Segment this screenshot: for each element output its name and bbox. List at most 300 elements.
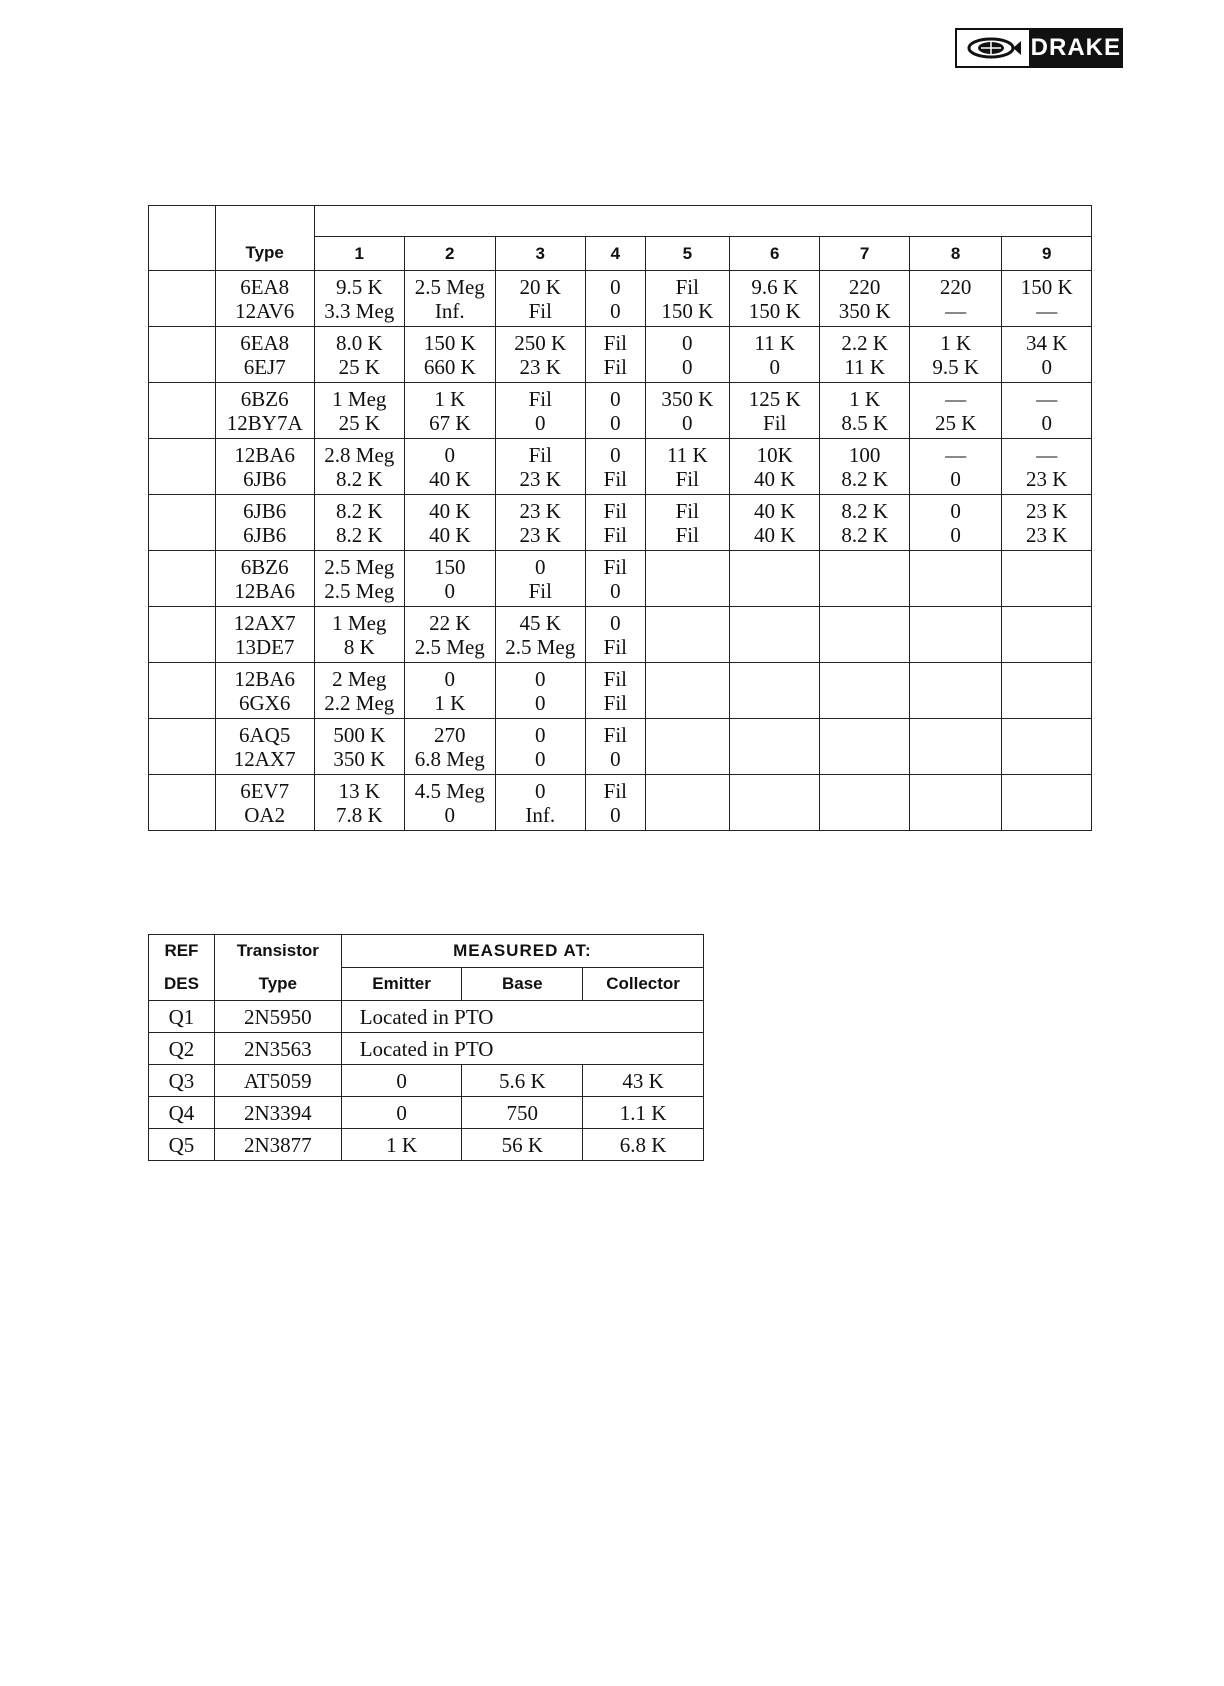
type-header-spacer (215, 206, 314, 237)
transistor-header-row-2 (149, 968, 704, 1001)
pin-value-cell (909, 383, 1002, 439)
pin-value-cell (820, 775, 909, 831)
emitter-value: 0 (341, 1097, 462, 1129)
pin-header: 6 (729, 237, 819, 271)
pin-value: Fil (603, 466, 627, 491)
pin-value (730, 779, 819, 803)
pin-value-cell (405, 551, 495, 607)
pin-value: 0 (535, 690, 546, 715)
pin-value: — (1036, 298, 1058, 323)
pin-value: 100 (848, 442, 881, 467)
pin-value-cell (645, 439, 729, 495)
pin-header: 3 (495, 237, 585, 271)
pin-value (910, 579, 1002, 603)
pin-value-cell (314, 551, 404, 607)
type-header: Type (215, 237, 314, 271)
pin-value (820, 635, 908, 659)
pin-value-cell (820, 719, 909, 775)
ref-header: REF (149, 935, 215, 968)
tube-type: 6JB6 (243, 498, 287, 523)
pin-value-cell (405, 719, 495, 775)
table-row (149, 663, 1092, 719)
transistor-type-cell: 2N5950 (214, 1001, 341, 1033)
pin-value-cell (314, 775, 404, 831)
pin-value-cell (586, 495, 646, 551)
globe-emblem-icon (957, 30, 1031, 66)
transistor-table (148, 934, 704, 1161)
pin-value-cell (729, 775, 819, 831)
pin-value-cell (909, 663, 1002, 719)
pin-value: Fil (603, 778, 627, 803)
pin-value: 8.2 K (335, 522, 383, 547)
table-row (149, 1001, 704, 1033)
pin-value-cell (405, 327, 495, 383)
pin-value: 1 Meg (332, 610, 387, 635)
pin-value: 1 K (434, 386, 466, 411)
ref-cell (149, 551, 216, 607)
pin-value: 2.5 Meg (505, 634, 576, 659)
tube-type: 12BA6 (234, 442, 296, 467)
table-row (149, 775, 1092, 831)
table-row (149, 607, 1092, 663)
pin-value: 8.2 K (335, 466, 383, 491)
ref-des-cell: Q5 (149, 1129, 215, 1161)
pin-value (646, 691, 729, 715)
pin-value: 660 K (423, 354, 476, 379)
pin-value-cell (586, 271, 646, 327)
pin-value: 0 (682, 410, 693, 435)
pin-value (646, 723, 729, 747)
base-value: 56 K (462, 1129, 583, 1161)
base-header: Base (462, 968, 583, 1001)
pin-value-cell (405, 271, 495, 327)
tube-type: 12BY7A (226, 410, 303, 435)
pin-value-cell (405, 383, 495, 439)
pin-value: 40 K (429, 466, 471, 491)
pin-value: 220 (939, 274, 972, 299)
pin-value (910, 747, 1002, 771)
ref-des-cell: Q4 (149, 1097, 215, 1129)
pin-value: Fil (603, 722, 627, 747)
pin-header: 1 (314, 237, 404, 271)
tube-type-cell (215, 551, 314, 607)
pin-value (1002, 611, 1091, 635)
tube-type-cell (215, 439, 314, 495)
pin-value: 2.2 Meg (324, 690, 395, 715)
pin-value (1002, 691, 1091, 715)
pin-value-cell (314, 607, 404, 663)
pin-value-cell (586, 551, 646, 607)
pin-value-cell (314, 495, 404, 551)
pin-value: Fil (675, 522, 699, 547)
pin-value: 0 (610, 410, 621, 435)
pin-value-cell (1002, 775, 1092, 831)
pin-value: 150 K (1020, 274, 1073, 299)
tube-type: 6EV7 (240, 778, 290, 803)
pin-value-cell (820, 495, 909, 551)
pin-value-cell (729, 383, 819, 439)
pin-value-cell (495, 327, 585, 383)
pin-value (730, 747, 819, 771)
tube-type: 12BA6 (234, 578, 296, 603)
tube-type: 6BZ6 (240, 386, 289, 411)
pin-value: 150 K (748, 298, 801, 323)
pin-value-cell (645, 271, 729, 327)
location-note: Located in PTO (341, 1001, 703, 1033)
pin-value-cell (909, 719, 1002, 775)
pin-value-cell (495, 495, 585, 551)
table-row (149, 1129, 704, 1161)
pin-value: 150 (434, 554, 466, 579)
tube-type-cell (215, 383, 314, 439)
tube-type: 12AX7 (233, 746, 296, 771)
pin-value: Fil (528, 442, 552, 467)
pin-value: 8.5 K (841, 410, 888, 435)
pin-value: 350 K (838, 298, 891, 323)
pin-value: 0 (682, 354, 693, 379)
pin-value: 67 K (429, 410, 471, 435)
pin-value: 11 K (844, 354, 885, 379)
pin-value: 40 K (753, 498, 796, 523)
collector-value: 43 K (583, 1065, 704, 1097)
tube-type-cell (215, 719, 314, 775)
pin-value: 1 K (940, 330, 972, 355)
transistor-type-cell: 2N3563 (214, 1033, 341, 1065)
pin-value (730, 579, 819, 603)
pin-value: Inf. (434, 298, 465, 323)
pin-value (1002, 723, 1091, 747)
ref-cell (149, 775, 216, 831)
pin-value-cell (586, 663, 646, 719)
pin-value-cell (645, 775, 729, 831)
pin-value (730, 803, 819, 827)
pin-value: Fil (763, 410, 787, 435)
tube-type-cell (215, 271, 314, 327)
pin-value: 23 K (519, 498, 561, 523)
pin-value: 0 (610, 746, 621, 771)
pin-value: 350 K (333, 746, 386, 771)
pin-value: 0 (444, 442, 456, 467)
pin-value: Fil (528, 386, 552, 411)
pin-value (820, 723, 908, 747)
pin-value: Fil (603, 354, 627, 379)
pin-value: 150 K (661, 298, 714, 323)
table-row (149, 495, 1092, 551)
pin-value: 0 (1041, 354, 1052, 379)
pin-value (910, 611, 1002, 635)
ref-cell (149, 495, 216, 551)
pin-value: 25 K (338, 354, 380, 379)
pin-value-cell (645, 551, 729, 607)
pin-value: 1 Meg (332, 386, 387, 411)
base-value: 5.6 K (462, 1065, 583, 1097)
des-header: DES (149, 968, 215, 1001)
pin-value: 40 K (753, 466, 796, 491)
transistor-type-cell: 2N3877 (214, 1129, 341, 1161)
ref-header-cell (149, 206, 216, 271)
pin-value-cell (495, 719, 585, 775)
table-row (149, 1033, 704, 1065)
pin-value: 23 K (1026, 466, 1068, 491)
pin-value: 22 K (429, 610, 471, 635)
pin-value-cell (314, 383, 404, 439)
pin-value: 0 (610, 610, 621, 635)
pin-value: 0 (444, 802, 456, 827)
collector-value: 1.1 K (583, 1097, 704, 1129)
pin-value: 8.2 K (841, 498, 888, 523)
pin-value: 25 K (338, 410, 380, 435)
pin-value (730, 555, 819, 579)
pin-value-cell (729, 271, 819, 327)
pin-value-cell (909, 439, 1002, 495)
pin-value-cell (1002, 383, 1092, 439)
pin-value (820, 579, 908, 603)
pin-value: 0 (535, 554, 546, 579)
pin-value: 1 K (434, 690, 466, 715)
pin-value-cell (820, 663, 909, 719)
pin-value-cell (820, 607, 909, 663)
pin-value: 40 K (753, 522, 796, 547)
pin-value-cell (729, 663, 819, 719)
pin-value (910, 779, 1002, 803)
tube-type: 12BA6 (234, 666, 296, 691)
pin-value (820, 555, 908, 579)
pin-value: 8.2 K (335, 498, 383, 523)
pin-value-cell (645, 719, 729, 775)
pin-value: Fil (603, 330, 627, 355)
table-header-top (149, 206, 1092, 237)
pin-value-cell (586, 719, 646, 775)
pin-value-cell (495, 663, 585, 719)
tube-type: 13DE7 (234, 634, 295, 659)
pin-value: 0 (610, 298, 621, 323)
pin-value: — (1036, 386, 1058, 411)
pin-value-cell (645, 495, 729, 551)
pin-value: 7.8 K (335, 802, 383, 827)
pin-value: 0 (950, 522, 961, 547)
pin-value (646, 747, 729, 771)
pin-value-cell (586, 383, 646, 439)
pin-value (646, 779, 729, 803)
table-row (149, 1065, 704, 1097)
pin-group-header (314, 206, 1091, 237)
tube-type: 6AQ5 (239, 722, 291, 747)
pin-value (820, 667, 908, 691)
pin-value-cell (1002, 719, 1092, 775)
pin-value (910, 635, 1002, 659)
pin-value (1002, 667, 1091, 691)
pin-value: 0 (610, 802, 621, 827)
pin-value: Fil (603, 666, 627, 691)
tube-type-cell (215, 775, 314, 831)
pin-value (646, 579, 729, 603)
pin-value-cell (495, 271, 585, 327)
pin-value: 23 K (1026, 522, 1068, 547)
pin-value (730, 723, 819, 747)
pin-header: 5 (645, 237, 729, 271)
pin-value: 1 K (849, 386, 881, 411)
pin-value-cell (405, 439, 495, 495)
pin-value (730, 635, 819, 659)
ref-cell (149, 327, 216, 383)
pin-value (820, 747, 908, 771)
pin-value: 0 (535, 410, 546, 435)
pin-value: Fil (603, 634, 627, 659)
ref-cell (149, 663, 216, 719)
pin-value: 40 K (429, 522, 471, 547)
pin-value (820, 691, 908, 715)
pin-value-cell (405, 663, 495, 719)
pin-value: 11 K (666, 442, 708, 467)
pin-value: Fil (603, 554, 627, 579)
ref-des-cell: Q3 (149, 1065, 215, 1097)
pin-value: 0 (769, 354, 780, 379)
pin-value-cell (405, 775, 495, 831)
pin-value-cell (909, 775, 1002, 831)
pin-value-cell (729, 551, 819, 607)
pin-value-cell (314, 439, 404, 495)
pin-value: Fil (528, 298, 552, 323)
pin-value: Fil (603, 690, 627, 715)
tube-type: 6JB6 (243, 466, 287, 491)
pin-value-cell (820, 271, 909, 327)
pin-value: 40 K (429, 498, 471, 523)
tube-type: 6EA8 (240, 274, 290, 299)
pin-value: 220 (848, 274, 881, 299)
pin-value-cell (1002, 551, 1092, 607)
pin-header: 7 (820, 237, 909, 271)
pin-value-cell (820, 383, 909, 439)
pin-value: 2.2 K (841, 330, 888, 355)
pin-header: 2 (405, 237, 495, 271)
pin-value-cell (645, 383, 729, 439)
pin-value: 0 (610, 274, 621, 299)
pin-value: 0 (610, 578, 621, 603)
pin-value: 500 K (333, 722, 386, 747)
pin-value-cell (820, 327, 909, 383)
pin-value: 8.0 K (335, 330, 383, 355)
emitter-value: 0 (341, 1065, 462, 1097)
pin-value-cell (1002, 271, 1092, 327)
pin-value-cell (820, 551, 909, 607)
pin-value-cell (586, 327, 646, 383)
drake-logo (955, 28, 1123, 68)
pin-value: 0 (535, 722, 546, 747)
pin-value (646, 635, 729, 659)
pin-value (1002, 635, 1091, 659)
pin-value-cell (314, 719, 404, 775)
pin-value: 2.5 Meg (414, 634, 485, 659)
pin-value: 2.5 Meg (324, 554, 395, 579)
pin-value: 8.2 K (841, 466, 888, 491)
pin-value (1002, 747, 1091, 771)
location-note: Located in PTO (341, 1033, 703, 1065)
pin-value: 45 K (519, 610, 561, 635)
tube-resistance-table (148, 205, 1092, 831)
ref-des-cell: Q1 (149, 1001, 215, 1033)
pin-value-cell (729, 607, 819, 663)
table-row (149, 383, 1092, 439)
pin-value: 8.2 K (841, 522, 888, 547)
ref-des-cell: Q2 (149, 1033, 215, 1065)
pin-value (646, 555, 729, 579)
pin-header: 9 (1002, 237, 1092, 271)
pin-value (646, 667, 729, 691)
pin-value: 2.5 Meg (414, 274, 485, 299)
pin-value: 0 (535, 778, 546, 803)
tube-type: 6BZ6 (240, 554, 289, 579)
pin-value: — (945, 298, 967, 323)
pin-value: 3.3 Meg (324, 298, 395, 323)
pin-value: 11 K (754, 330, 796, 355)
pin-value: 2 Meg (332, 666, 387, 691)
pin-value-cell (495, 775, 585, 831)
tube-type-cell (215, 327, 314, 383)
tube-type: 12AX7 (233, 610, 296, 635)
pin-value: Fil (675, 498, 699, 523)
pin-value: 23 K (519, 354, 561, 379)
pin-value (730, 611, 819, 635)
transistor-type-cell: AT5059 (214, 1065, 341, 1097)
pin-value (910, 691, 1002, 715)
pin-value: 0 (535, 746, 546, 771)
pin-value-cell (314, 271, 404, 327)
pin-value (910, 723, 1002, 747)
pin-value (1002, 579, 1091, 603)
pin-value: Fil (675, 466, 699, 491)
pin-value-cell (495, 607, 585, 663)
pin-value: 23 K (519, 522, 561, 547)
pin-value: — (945, 442, 967, 467)
table-row (149, 327, 1092, 383)
tube-type: 6EJ7 (243, 354, 286, 379)
pin-value: 2.8 Meg (324, 442, 395, 467)
pin-value-cell (586, 439, 646, 495)
pin-value: 23 K (1026, 498, 1068, 523)
pin-value: 0 (950, 466, 961, 491)
pin-value-cell (729, 719, 819, 775)
pin-value-cell (495, 383, 585, 439)
ref-cell (149, 383, 216, 439)
pin-value-cell (909, 551, 1002, 607)
pin-value-cell (820, 439, 909, 495)
pin-value: 10K (756, 442, 793, 467)
table-row (149, 439, 1092, 495)
pin-value: 23 K (519, 466, 561, 491)
emitter-header: Emitter (341, 968, 462, 1001)
pin-value: 0 (444, 666, 456, 691)
table-row (149, 271, 1092, 327)
table-row (149, 719, 1092, 775)
pin-value-cell (909, 607, 1002, 663)
pin-header: 4 (586, 237, 646, 271)
pin-value: Fil (675, 274, 699, 299)
collector-header: Collector (583, 968, 704, 1001)
pin-header: 8 (909, 237, 1002, 271)
pin-value: Inf. (525, 802, 556, 827)
pin-value: 13 K (338, 778, 380, 803)
collector-value: 6.8 K (583, 1129, 704, 1161)
pin-value (820, 779, 908, 803)
pin-value (1002, 779, 1091, 803)
pin-value-cell (729, 495, 819, 551)
pin-value (820, 611, 908, 635)
pin-value-cell (314, 663, 404, 719)
pin-value-cell (405, 607, 495, 663)
pin-value: 0 (610, 442, 621, 467)
tube-type: OA2 (244, 802, 286, 827)
pin-value (646, 611, 729, 635)
